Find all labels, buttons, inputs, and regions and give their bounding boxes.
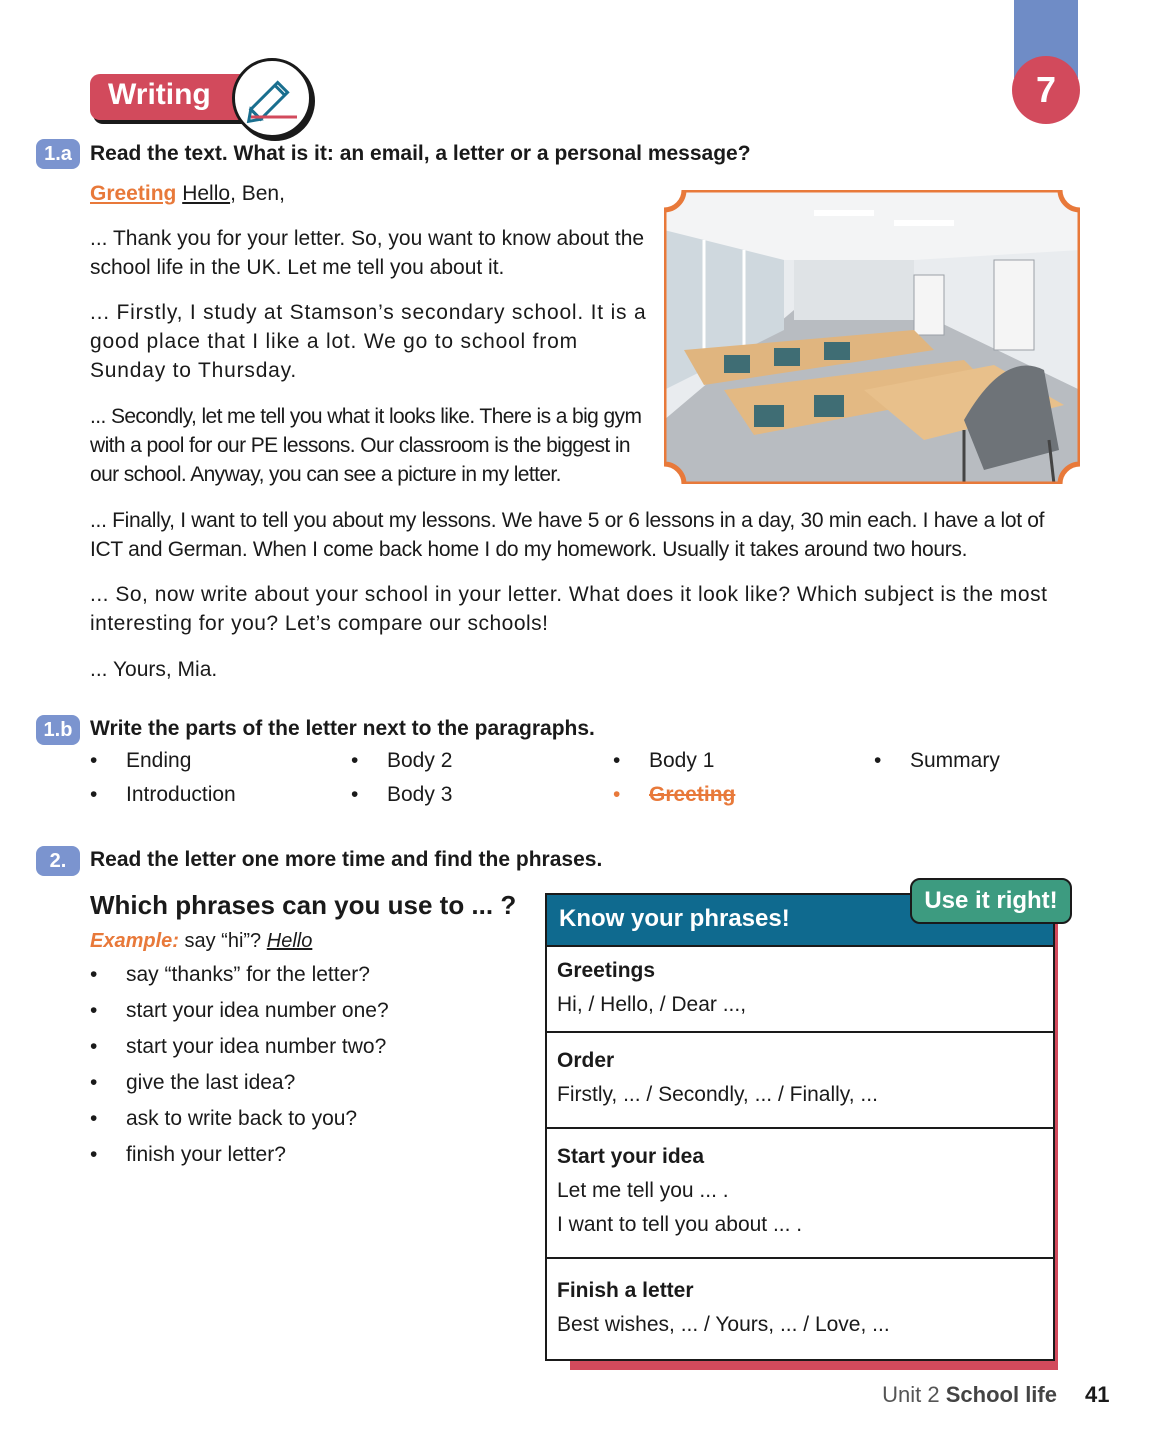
task-1a-instruction: Read the text. What is it: an email, a letter or a personal message?	[90, 142, 751, 165]
question-heading: Which phrases can you use to ... ?	[90, 890, 517, 920]
task-1b-instruction: Write the parts of the letter next to the paragraphs.	[90, 717, 595, 740]
footer-topic: School life	[945, 1382, 1057, 1407]
phrase-section-heading: Greetings	[557, 959, 656, 982]
task-2-instruction: Read the letter one more time and find the phrases.	[90, 848, 603, 871]
phrase-box	[545, 893, 1055, 1361]
use-it-right-tag: Use it right!	[910, 878, 1072, 924]
classroom-photo	[664, 190, 1080, 484]
option-item: • Body 3	[351, 783, 453, 806]
question-list	[90, 962, 389, 1178]
phrase-section-heading: Start your idea	[557, 1145, 705, 1168]
phrase-section-line: I want to tell you about ... .	[557, 1213, 803, 1236]
greeting-line	[90, 179, 650, 208]
letter-paragraph: ... Yours, Mia.	[90, 658, 218, 681]
phrase-section-line: Firstly, ... / Secondly, ... / Finally, ...	[557, 1083, 878, 1106]
phrase-section-heading: Finish a letter	[557, 1279, 694, 1302]
phrase-box-title: Know your phrases!	[559, 905, 790, 932]
task-1a-badge: 1.a	[36, 139, 80, 169]
phrase-section-line: Best wishes, ... / Yours, ... / Love, ...	[557, 1313, 890, 1336]
letter-paragraph: ... Finally, I want to tell you about my lessons. We have 5 or 6 lessons in a day, 30 min each. I have a lot of ICT and German. When I come back home I do my homework. Usually it takes around two hours.	[90, 509, 1045, 561]
phrase-section	[547, 1257, 1053, 1359]
list-item: • start your idea number one?	[90, 999, 389, 1022]
list-item: • finish your letter?	[90, 1143, 286, 1166]
option-item: • Body 2	[351, 749, 453, 772]
unit-number-badge: 7	[1012, 56, 1080, 124]
task-1b-badge: 1.b	[36, 715, 80, 745]
option-item: • Body 1	[613, 749, 715, 772]
list-item: • start your idea number two?	[90, 1035, 387, 1058]
option-item: • Summary	[874, 749, 1000, 772]
phrase-section	[547, 1031, 1053, 1129]
option-item-used: • Greeting	[613, 783, 736, 806]
phrase-section-line: Hi, / Hello, / Dear ...,	[557, 993, 747, 1016]
footer-unit-label: Unit 2	[882, 1382, 940, 1407]
example-text: say “hi”?	[178, 930, 267, 952]
phrase-section-line: Let me tell you ... .	[557, 1179, 729, 1202]
phrase-section-heading: Order	[557, 1049, 615, 1072]
task-2-badge: 2.	[36, 846, 80, 876]
example-answer: Hello	[266, 930, 313, 952]
example-line	[90, 930, 312, 953]
example-label: Example:	[90, 930, 179, 952]
pencil-icon	[232, 58, 312, 138]
option-item: • Introduction	[90, 783, 236, 806]
list-item: • give the last idea?	[90, 1071, 296, 1094]
letter-paragraph: ... Thank you for your letter. So, you want to know about the school life in the UK. Let me tell you about it.	[90, 227, 645, 279]
list-item: • say “thanks” for the letter?	[90, 963, 370, 986]
section-label: Writing	[108, 78, 211, 111]
letter-paragraph: ... Firstly, I study at Stamson’s secondary school. It is a good place that I like a lot. We go to school from Sunday to Thursday.	[90, 301, 647, 382]
list-item: • ask to write back to you?	[90, 1107, 358, 1130]
letter-paragraph: ... So, now write about your school in your letter. What does it look like? Which subject is the most interesting for you? Let’s compare our schools!	[90, 583, 1048, 635]
greeting-hello: Hello	[182, 182, 231, 205]
greeting-label: Greeting	[90, 182, 177, 205]
phrase-section	[547, 945, 1053, 1033]
option-item: • Ending	[90, 749, 192, 772]
phrase-section	[547, 1127, 1053, 1259]
letter-paragraph: ... Secondly, let me tell you what it looks like. There is a big gym with a pool for our PE lessons. Our classroom is the biggest in our school. Anyway, you can see a picture in my letter.	[90, 405, 642, 486]
footer-unit	[882, 1382, 1057, 1408]
page-number: 41	[1085, 1382, 1110, 1407]
greeting-rest: , Ben,	[230, 182, 285, 205]
